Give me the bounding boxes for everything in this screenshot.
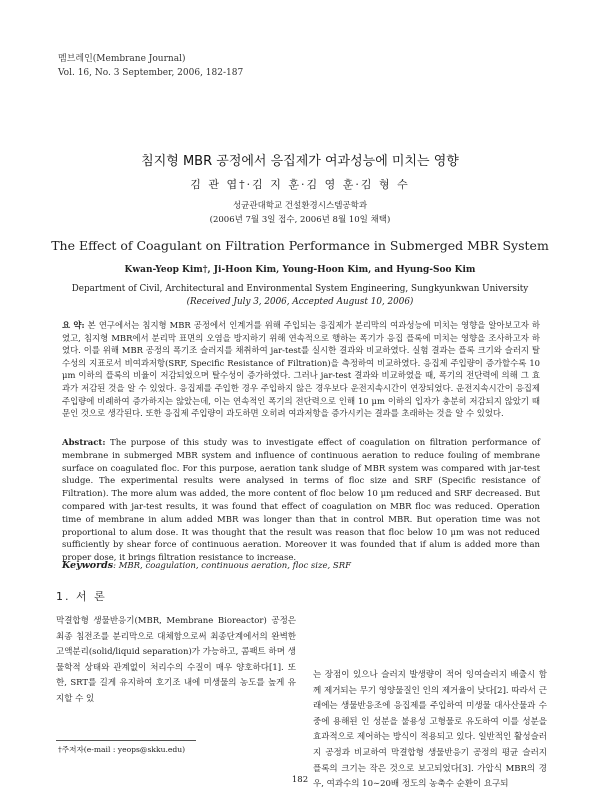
abstract-english-label: Abstract: <box>62 438 106 448</box>
journal-name: 멤브레인(Membrane Journal) <box>58 54 186 64</box>
title-korean: 침지형 MBR 공정에서 응집제가 여과성능에 미치는 영향 <box>141 154 459 169</box>
abstract-english <box>62 437 540 565</box>
footnote-divider <box>56 740 196 741</box>
body-column-left: 막결합형 생물반응기(MBR, Membrane Bioreactor) 공정은 최종 침전조를 분리막으로 대체함으로써 최종단계에서의 완벽한 고액분리(solid/liquid separation)가 가능하고, 콤팩트 하며 생물학적 상태와 관계없이 처리수의 수질이 매우 양호하다[1]. 또한, SRT를 길게 유지하여 호기조 내에 미생물의 농도를 높게 유지할 수 있 <box>56 616 296 704</box>
body-column-right: 는 장점이 있으나 슬러지 발생량이 적어 잉여슬러지 배출시 함께 제거되는 무기 영양물질인 인의 제거율이 낮다[2]. 따라서 근래에는 생물반응조에 응집제를 주입하여 미생물 대사산물과 수중에 용해된 인 성분을 불용성 고형물로 유도하여 이를 성분을 효과적으로 제어하는 방식이 적용되고 있다. 일반적인 활성슬러지 공정과 비교하여 막결합형 생물반응기 공정의 평균 슬러지 플록의 크기는 작은 것으로 보고되었다[3]. 가압식 MBR의 경우, 여과수의 10∼20배 정도의 농축수 순환이 요구되 <box>313 670 547 790</box>
page-number: 182 <box>291 775 309 785</box>
affiliation-english: Department of Civil, Architectural and Environmental System Engineering, Sungkyunkwan University <box>71 284 529 294</box>
footnote: †주저자(e-mail : yeops@skku.edu) <box>58 745 186 754</box>
dates-korean: (2006년 7월 3일 접수, 2006년 8월 10일 채택) <box>209 215 391 225</box>
affiliation-korean: 성균관대학교 건설환경시스템공학과 <box>232 201 368 211</box>
keywords-text: : MBR, coagulation, continuous aeration, floc size, SRF <box>113 561 352 571</box>
abstract-korean <box>62 319 540 420</box>
keywords-label: Keywords <box>62 560 114 571</box>
keywords <box>62 560 540 571</box>
section-heading-introduction: 1. 서 론 <box>56 590 107 603</box>
authors-english: Kwan-Yeop Kim†, Ji-Hoon Kim, Young-Hoon Kim, and Hyung-Soo Kim <box>124 265 476 275</box>
dates-english: (Received July 3, 2006, Accepted August 10, 2006) <box>186 297 414 307</box>
journal-header <box>58 52 243 80</box>
title-english: The Effect of Coagulant on Filtration Performance in Submerged MBR System <box>51 238 549 253</box>
abstract-english-text: The purpose of this study was to investigate effect of coagulation on filtration performance of membrane in submerged MBR system and influence of continuous aeration to reduce fouling of membrane surface on coagulated floc. For this purpose, aeration tank sludge of MBR system was compared with jar-test sludge. The experimental results were analysed in terms of floc size and SRF (Specific resistance of Filtration). The more alum was added, the more content of floc below 10 μm reduced and SRF decreased. But compared with jar-test results, it was found that effect of coagulation on MBR floc was reduced. Operation time of membrane in alum added MBR was longer than that in control MBR. But operation time was not proportional to alum dose. It was thought that the result was reason that floc below 10 μm was not reduced sufficiently by shear force of continuous aeration. Moreover it was founded that if alum is added more than proper dose, it brings filtration resistance to increase. <box>62 438 541 564</box>
abstract-korean-label: 요 약: <box>62 320 85 330</box>
abstract-korean-text: 본 연구에서는 침지형 MBR 공정에서 인계거를 위해 주입되는 응집제가 분리막의 여과성능에 미치는 영향을 알아보고자 하였고, 침지형 MBR에서 분리막 표면의 오염을 방지하기 위해 연속적으로 행하는 폭기가 응집 플록에 미치는 영향을 조사하고자 하였다. 이를 위해 MBR 공정의 폭기조 슬러지를 채취하여 jar-test를 실시한 결과와 비교하였다. 실험 결과는 플록 크기와 슬러지 탈수성의 지표로서 비여과저항(SRF, Specific Resistance of Filtration)을 측정하여 비교하였다. 응집제 주입량이 증가할수록 10 μm 이하의 플록의 비율이 저감되었으며 탈수성이 증가하였다. 그러나 jar-test 결과와 비교하였을 때, 폭기의 전단력에 의해 그 효과가 저감된 것을 알 수 있었다. 응집제를 주입한 경우 주입하지 않은 경우보다 운전지속시간이 연장되었다. 운전지속시간이 응집제 주입량에 비례하여 증가하지는 않았는데, 이는 연속적인 폭기의 전단력으로 인해 10 μm 이하의 입자가 충분히 저감되지 않았기 때문인 것으로 생각된다. 또한 응집제 주입량이 과도하면 오히려 여과저항을 증가시키는 결과를 초래하는 것을 알 수 있었다. <box>62 320 540 419</box>
journal-issue: Vol. 16, No. 3 September, 2006, 182-187 <box>58 68 244 78</box>
authors-korean: 김 관 엽†·김 지 훈·김 영 훈·김 형 수 <box>190 178 410 191</box>
